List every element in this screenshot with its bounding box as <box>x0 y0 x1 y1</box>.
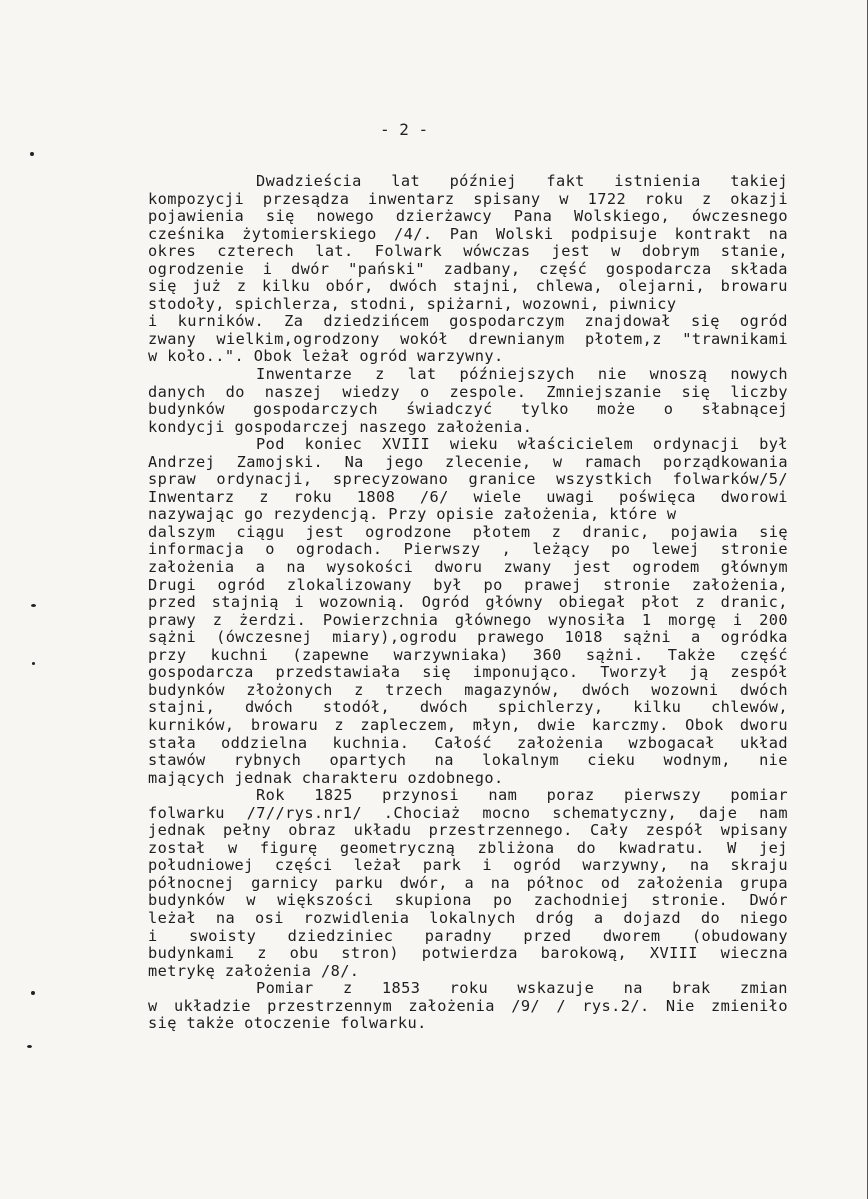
text-line: dalszym ciągu jest ogrodzone płotem z dranic, pojawia się <box>148 522 788 541</box>
text-line: stawów rybnych opartych na lokalnym cieku wodnym, nie <box>148 751 788 770</box>
text-line: informacja o ogrodach. Pierwszy , leżący po lewej stronie <box>148 540 788 559</box>
text-line: północnej garnicy parku dwór, a na północ od założenia grupa <box>148 873 788 892</box>
text-line: w układzie przestrzennym założenia /9/ / rys.2/. Nie zmieniło <box>148 996 788 1015</box>
text-line: metrykę założenia /8/. <box>148 961 360 980</box>
text-line: i kurników. Za dziedzińcem gospodarczym znajdował się ogród <box>148 312 788 331</box>
text-line: mających jednak charakteru ozdobnego. <box>148 768 504 787</box>
text-line: pojawienia się nowego dzierżawcy Pana Wolskiego, ówczesnego <box>148 207 788 226</box>
text-line: kurników, browaru z zapleczem, młyn, dwie karczmy. Obok dworu <box>148 715 788 734</box>
text-line: cześnika żytomierskiego /4/. Pan Wolski podpisuje kontrakt na <box>148 224 788 243</box>
text-line: w koło..". Obok leżał ogród warzywny. <box>148 347 504 366</box>
page-number: - 2 - <box>380 120 429 139</box>
margin-mark <box>32 662 35 665</box>
text-line: jednak pełny obraz układu przestrzennego. Cały zespół wpisany <box>148 821 788 840</box>
text-line: Rok 1825 przynosi nam poraz pierwszy pomiar <box>256 786 788 805</box>
text-line: spraw ordynacji, sprecyzowano granice wszystkich folwarków/5/ <box>148 470 788 489</box>
text-line: budynków gospodarczych świadczyć tylko może o słabnącej <box>148 400 788 419</box>
text-line: Pomiar z 1853 roku wskazuje na brak zmian <box>256 979 788 998</box>
text-line: zwany wielkim,ogrodzony wokół drewnianym płotem,z "trawnikami <box>148 329 788 348</box>
text-line: Pod koniec XVIII wieku właścicielem ordynacji był <box>256 435 788 454</box>
text-line: folwarku /7//rys.nr1/ .Chociaż mocno schematyczny, daje nam <box>148 803 788 822</box>
text-line: Drugi ogród zlokalizowany był po prawej stronie założenia, <box>148 575 788 594</box>
text-line: nazywając go rezydencją. Przy opisie założenia, które w <box>148 505 677 524</box>
text-line: się już z kilku obór, dwóch stajni, chlewa, olejarni, browaru <box>148 277 788 296</box>
text-line: Inwentarze z lat późniejszych nie wnoszą nowych <box>256 365 788 384</box>
text-line: Inwentarz z roku 1808 /6/ wiele uwagi poświęca dworowi <box>148 487 788 506</box>
text-line: budynków złożonych z trzech magazynów, dwóch wozowni dwóch <box>148 680 788 699</box>
text-line: został w figurę geometryczną zbliżona do kwadratu. W jej <box>148 838 788 857</box>
text-line: się także otoczenie folwarku. <box>148 1014 427 1033</box>
margin-mark <box>31 991 35 995</box>
text-line: stodoły, spichlerza, stodni, spiżarni, wozowni, piwnicy <box>148 294 677 313</box>
margin-mark <box>27 1045 32 1048</box>
text-line: gospodarcza przedstawiała się imponująco. Tworzył ją zespół <box>148 663 788 682</box>
text-line: danych do naszej wiedzy o zespole. Zmniejszanie się liczby <box>148 382 788 401</box>
document-body <box>148 173 788 1033</box>
text-line: i swoisty dziedziniec paradny przed dworem (obudowany <box>148 926 788 945</box>
text-line: ogrodzenie i dwór "pański" zadbany, część gospodarcza składa <box>148 259 788 278</box>
text-line: leżał na osi rozwidlenia lokalnych dróg a dojazd do niego <box>148 908 788 927</box>
text-line: stała oddzielna kuchnia. Całość założenia wzbogacał układ <box>148 733 788 752</box>
text-line: stajni, dwóch stodół, dwóch spichlerzy, kilku chlewów, <box>148 698 788 717</box>
text-line: założenia a na wysokości dworu zwany jest ogrodem głównym <box>148 558 788 577</box>
text-line: budynkami z obu stron) potwierdza barokową, XVIII wieczna <box>148 944 788 963</box>
text-line: przed stajnią i wozownią. Ogród główny obiegał płot z dranic, <box>148 593 788 612</box>
margin-mark <box>30 152 34 156</box>
text-line: południowej części leżał park i ogród warzywny, na skraju <box>148 856 788 875</box>
text-line: budynków w większości skupiona po zachodniej stronie. Dwór <box>148 891 788 910</box>
text-line: prawy z żerdzi. Powierzchnia głównego wynosiła 1 morgę i 200 <box>148 610 788 629</box>
text-line: Dwadzieścia lat później fakt istnienia takiej <box>256 172 788 190</box>
text-line: przy kuchni (zapewne warzywniaka) 360 sążni. Także część <box>148 645 788 664</box>
text-line: sążni (ówczesnej miary),ogrodu prawego 1018 sążni a ogródka <box>148 628 788 647</box>
text-line: okres czterech lat. Folwark wówczas jest w dobrym stanie, <box>148 242 788 261</box>
margin-mark <box>31 604 36 607</box>
text-line: kondycji gospodarczej naszego założenia. <box>148 417 533 436</box>
text-line: Andrzej Zamojski. Na jego zlecenie, w ramach porządkowania <box>148 452 788 471</box>
text-line: kompozycji przesądza inwentarz spisany w 1722 roku z okazji <box>148 189 788 208</box>
